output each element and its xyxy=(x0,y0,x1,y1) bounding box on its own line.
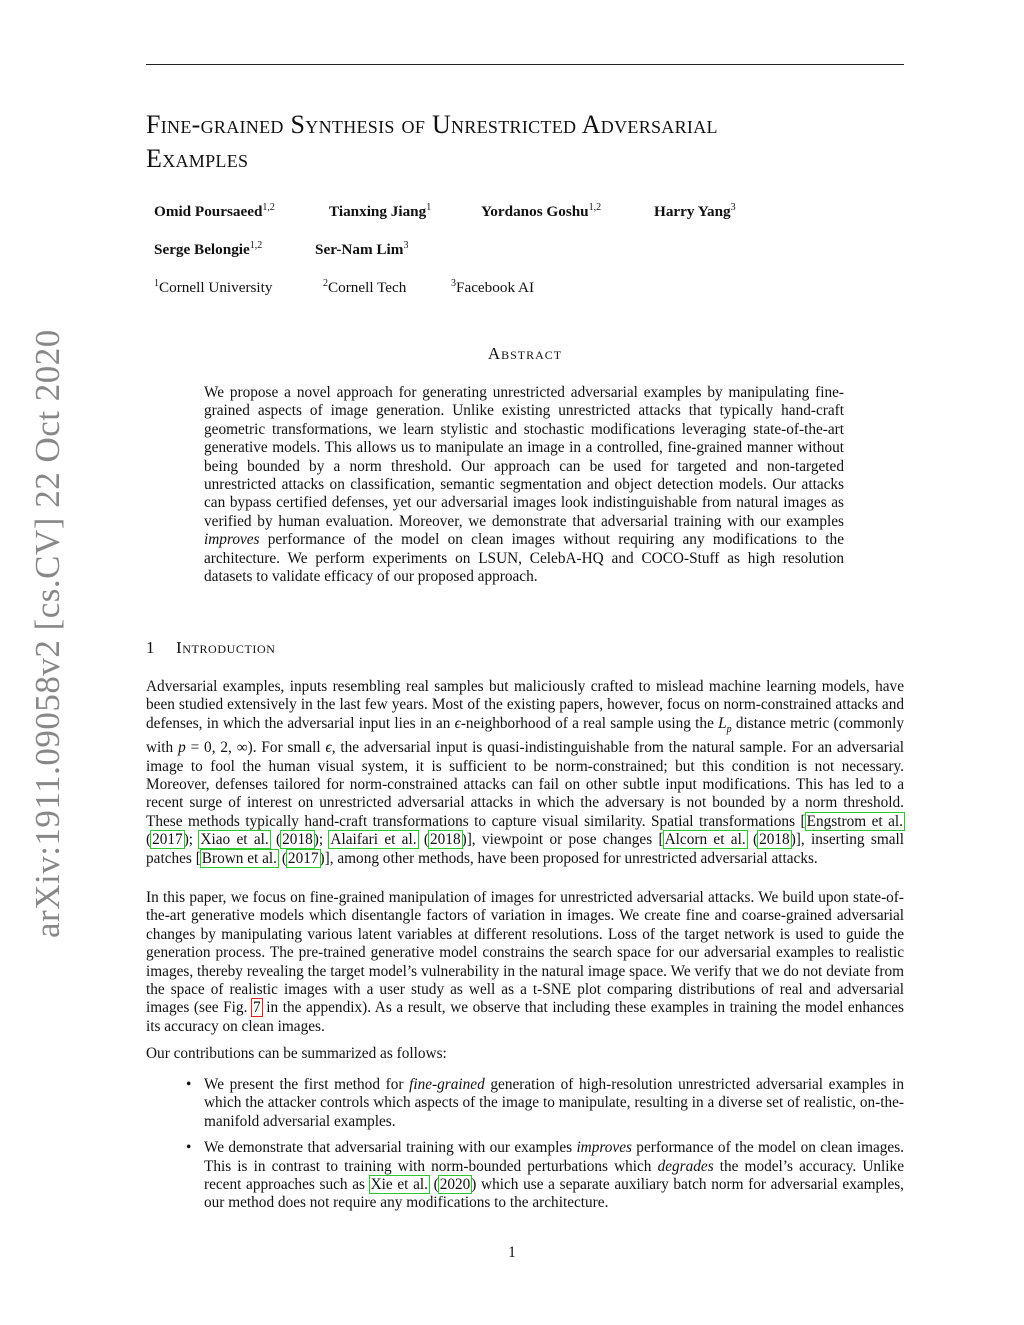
author: Ser-Nam Lim$^3$ xyxy=(315,240,409,258)
figure-link[interactable]: 7 xyxy=(253,999,261,1017)
author: Serge Belongie$^{1,2}$ xyxy=(154,240,263,258)
page-number: 1 xyxy=(508,1244,516,1261)
citation-year-link[interactable]: 2018 xyxy=(430,831,461,849)
arxiv-identifier: arXiv:1911.09058v2 [cs.CV] 22 Oct 2020 xyxy=(28,329,67,938)
citation-year-link[interactable]: 2020 xyxy=(439,1176,471,1194)
authors-row-2 xyxy=(154,240,408,259)
paper-title: Fine-grained Synthesis of Unrestricted Adversarial Examples xyxy=(146,110,718,173)
contributions-list xyxy=(186,1076,904,1221)
author: Harry Yang$^3$ xyxy=(654,202,736,220)
affiliation: $^1$Cornell University xyxy=(154,278,273,296)
author: Tianxing Jiang$^1$ xyxy=(329,202,432,220)
citation-link[interactable]: Alcorn et al. xyxy=(664,831,746,849)
abstract-heading: Abstract xyxy=(487,344,563,363)
citation-link[interactable]: Xiao et al. xyxy=(200,831,269,849)
intro-paragraph-1: Adversarial examples, inputs resembling real samples but maliciously crafted to mislead machine learning models, have been studied extensively in the last few years. Most of the existing papers, however, focus on norm-constrained attacks and defenses, in which the adversarial input lies in an ϵ-neighborhood of a real sample using the $L_p$ distance metric (commonly with p = 0, 2, ∞). For small ϵ, the adversarial input is quasi-indistinguishable from the natural sample. For an adversarial image to fool the human visual system, it is sufficient to be norm-constrained; but this condition is not necessary. Moreover, defenses tailored for norm-constrained attacks can fail on other subtle input modifications. This has led to a recent surge of interest on unrestricted adversarial attacks in which the adversary is not bounded by a norm threshold. These methods typically hand-craft transformations to capture visual similarity. Spatial transformations [Engstrom et al. (2017); Xiao et al. (2018); Alaifari et al. (2018)], viewpoint or pose changes [Alcorn et al. (2018)], inserting small patches [Brown et al. (2017)], among other methods, have been proposed for unrestricted adversarial attacks. xyxy=(146,678,905,867)
citation-link[interactable]: Engstrom et al. xyxy=(806,812,903,830)
citation-link[interactable]: Brown et al. xyxy=(201,849,277,867)
bullet-icon: • xyxy=(186,1076,192,1093)
citation-link[interactable]: Xie et al. xyxy=(370,1176,428,1194)
citation-link[interactable]: Alaifari et al. xyxy=(330,831,417,849)
citation-year-link[interactable]: 2017 xyxy=(287,849,319,867)
citation-year-link[interactable]: 2017 xyxy=(152,831,183,849)
citation-year-link[interactable]: 2018 xyxy=(759,831,790,849)
affiliation: $^3$Facebook AI xyxy=(451,278,535,296)
affiliation: $^2$Cornell Tech xyxy=(323,278,407,296)
affiliations xyxy=(154,278,534,297)
author: Yordanos Goshu$^{1,2}$ xyxy=(481,202,602,220)
authors-row-1 xyxy=(154,202,736,221)
bullet-icon: • xyxy=(186,1139,192,1157)
section-heading-introduction: 1 Introduction xyxy=(146,638,276,657)
list-item: • We present the first method for fine-grained generation of high-resolution unrestricted adversarial examples in which the attacker controls which aspects of the image to manipulate, resulting in a diverse set of realistic, on-the-manifold adversarial examples. xyxy=(186,1076,904,1130)
top-rule xyxy=(146,64,904,65)
intro-paragraph-2: In this paper, we focus on fine-grained manipulation of images for unrestricted adversarial attacks. We build upon state-of-the-art generative models which disentangle factors of variation in images. We create fine and coarse-grained adversarial changes by manipulating various latent variables at different resolutions. Loss of the target network is used to guide the generation process. The pre-trained generative model constrains the search space for our adversarial examples to realistic images, thereby revealing the target model’s vulnerability in the natural image space. We verify that we do not deviate from the space of realistic images with a user study as well as a t-SNE plot comparing distributions of real and adversarial images (see Fig. 7 in the appendix). As a result, we observe that including these examples in training the model enhances its accuracy on clean images. xyxy=(146,889,904,1035)
author: Omid Poursaeed$^{1,2}$ xyxy=(154,202,275,220)
intro-paragraph-3: Our contributions can be summarized as follows: xyxy=(146,1045,447,1062)
list-item: • We demonstrate that adversarial training with our examples improves performance of the model on clean images. This is in contrast to training with norm-bounded perturbations which degrades the model’s accuracy. Unlike recent approaches such as Xie et al. (2020) which use a separate auxiliary batch norm for adversarial examples, our method does not require any modifications to the architecture. xyxy=(186,1139,905,1212)
citation-year-link[interactable]: 2018 xyxy=(282,831,313,849)
abstract-text: We propose a novel approach for generating unrestricted adversarial examples by manipulating fine-grained aspects of image generation. Unlike existing unrestricted attacks that typically hand-craft geometric transformations, we learn stylistic and stochastic modifications leveraging state-of-the-art generative models. This allows us to manipulate an image in a controlled, fine-grained manner without being bounded by a norm threshold. Our approach can be used for targeted and non-targeted unrestricted attacks on classification, semantic segmentation and object detection models. Our attacks can bypass certified defenses, yet our adversarial images look indistinguishable from natural images as verified by human evaluation. Moreover, we demonstrate that adversarial training with our examples improves performance of the model on clean images without requiring any modifications to the architecture. We perform experiments on LSUN, CelebA-HQ and COCO-Stuff as high resolution datasets to validate efficacy of our proposed approach. xyxy=(204,384,844,586)
